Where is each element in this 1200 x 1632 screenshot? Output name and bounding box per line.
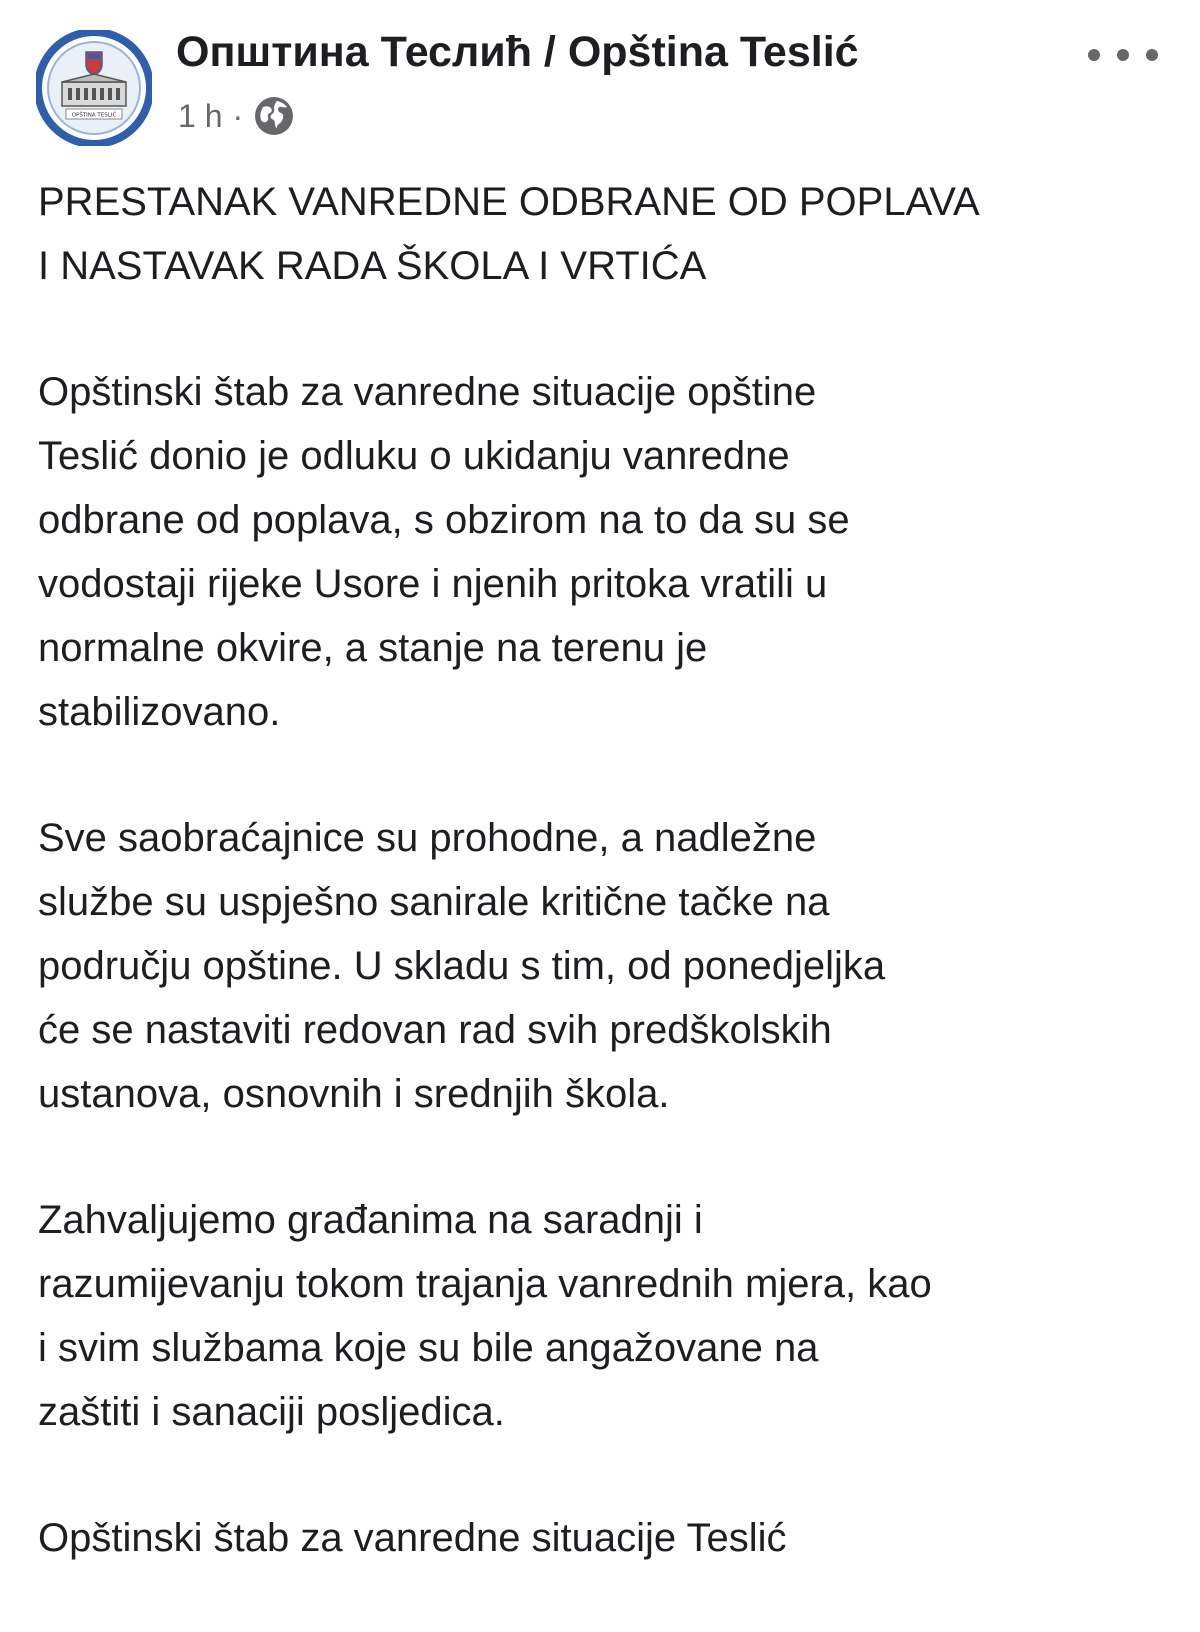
meta-separator: ·: [232, 97, 244, 134]
avatar-caption: OPŠTINA TESLIĆ: [71, 112, 117, 119]
page-name[interactable]: Општина Теслић / Opština Teslić: [176, 28, 859, 76]
post-paragraph: Zahvaljujemo građanima na saradnji i razumijevanju tokom trajanja vanrednih mjera, kao i svim službama koje su bile angažovane na zaštiti i sanaciji posljedica.: [38, 1198, 932, 1434]
post-body: [38, 170, 1168, 1632]
globe-icon[interactable]: [253, 95, 295, 137]
post-header: [0, 0, 1200, 150]
more-options-icon: [1088, 49, 1100, 61]
post-time[interactable]: 1 h: [178, 97, 223, 134]
post-signature: Opštinski štab za vanredne situacije Teslić: [38, 1516, 787, 1560]
post-meta: [178, 94, 295, 138]
post-paragraph: Opštinski štab za vanredne situacije opštine Teslić donio je odluku o ukidanju vanredne odbrane od poplava, s obzirom na to da su se vodostaji rijeke Usore i njenih pritoka vratili u normalne okvire, a stanje na terenu je stabilizovano.: [38, 370, 850, 734]
post-headline: PRESTANAK VANREDNE ODBRANE OD POPLAVA I NASTAVAK RADA ŠKOLA I VRTIĆA: [38, 180, 980, 288]
municipality-logo-icon: [36, 30, 152, 146]
more-options-button[interactable]: [1088, 40, 1158, 70]
page-avatar[interactable]: [36, 30, 152, 146]
post-paragraph: Sve saobraćajnice su prohodne, a nadležne službe su uspješno sanirale kritične tačke na području opštine. U skladu s tim, od ponedjeljka će se nastaviti redovan rad svih predškolskih ustanova, osnovnih i srednjih škola.: [38, 816, 886, 1116]
